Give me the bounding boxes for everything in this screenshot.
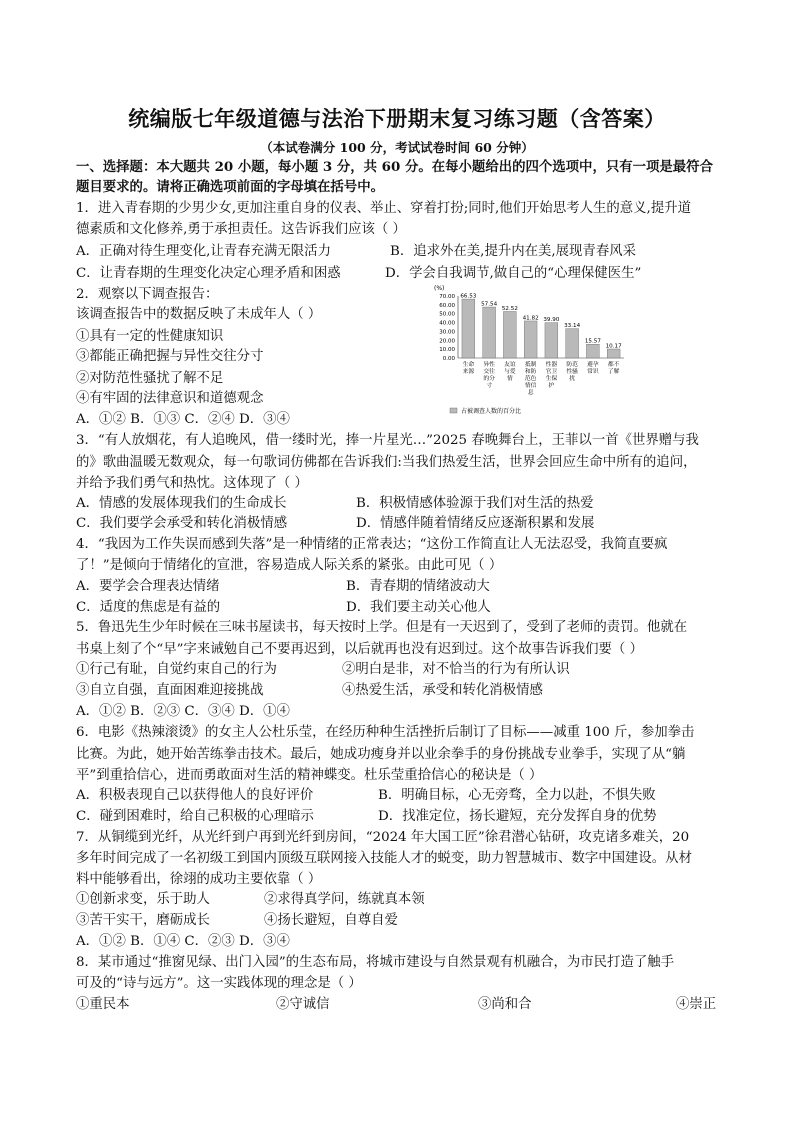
x-category-label: 的分 [483, 376, 495, 382]
q8-statement-2: ②守诚信 [276, 997, 330, 1012]
q2-stem-line1: 2．观察以下调查报告： [76, 287, 219, 302]
y-tick-label: 60.00 [439, 302, 455, 309]
page-subtitle: （本试卷满分 100 分，考试试卷时间 60 分钟） [260, 140, 534, 155]
x-category-label: 情 [506, 376, 513, 382]
bar-value-label: 66.53 [460, 293, 477, 300]
x-category-label: 与爱 [504, 369, 516, 375]
x-category-label: 寸 [486, 383, 493, 389]
q3-option-b: B．积极情感体验源于我们对生活的热爱 [356, 496, 594, 511]
q7-stem-line1: 7．从铜缆到光纤，从光纤到户再到光纤到房间，“2024 年大国工匠”徐君潜心钻研，攻克诸多难关，20 [76, 830, 690, 845]
q3-stem-line2: 的》歌曲温暖无数观众，每一句歌词仿佛都在告诉我们:当我们热爱生活，世界会回应生命中所有的追问， [76, 455, 697, 470]
q4-stem-line1: 4．“我因为工作失误而感到失落”是一种情绪的正常表达；“这份工作简直让人无法忍受，我简直要疯 [76, 537, 668, 552]
q7-options: A．①② B．①④ C．②③ D．③④ [76, 934, 290, 949]
q3-option-c: C．我们要学会承受和转化消极情感 [76, 516, 288, 531]
chart-bar [503, 311, 516, 358]
q8-stem-line1: 8．某市通过“推窗见绿、出门入园”的生态布局，将城市建设与自然景观有机融合，为市民打造了触手 [76, 955, 675, 970]
y-tick-label: 50.00 [439, 311, 455, 318]
x-category-label: 扰 [569, 376, 576, 382]
x-category-label: 交往 [483, 369, 495, 375]
q8-statement-4: ④崇正 [676, 997, 717, 1012]
x-category-label: 护 [548, 383, 555, 389]
q1-stem-line2: 德素质和文化修养,勇于承担责任。这告诉我们应该（ ） [76, 222, 406, 237]
q4-option-c: C．适度的焦虑是有益的 [76, 600, 221, 615]
q3-stem-line1: 3．“有人放烟花，有人追晚风，借一缕时光，捧一片星光…”2025 春晚舞台上，王菲以一首《世界赠与我 [76, 433, 699, 448]
q2-options: A．①② B．①③ C．②④ D．③④ [76, 412, 290, 427]
chart-bar [483, 307, 496, 358]
q1-option-a: A．正确对待生理变化,让青春充满无限活力 [76, 244, 331, 259]
q6-option-d: D．找准定位，扬长避短，充分发挥自身的优势 [378, 809, 657, 824]
q2-statement-1: ①具有一定的性健康知识 [76, 329, 224, 344]
q1-option-c: C．让青春期的生理变化决定心理矛盾和困惑 [76, 266, 341, 281]
q8-stem-line2: 可及的“诗与远方”。这一实践体现的理念是（ ） [76, 976, 362, 991]
q1-option-d: D．学会自我调节,做自己的“心理保健医生” [385, 266, 642, 281]
x-category-label: 抵制 [524, 362, 537, 368]
q5-statement-2: ②明白是非，对不恰当的行为有所认识 [342, 662, 570, 677]
bar-value-label: 10.17 [605, 343, 622, 350]
x-category-label: 都不 [607, 362, 620, 368]
x-category-label: 防范 [566, 362, 578, 368]
legend-swatch [450, 408, 457, 413]
q7-statement-2: ②求得真学问，练就真本领 [264, 892, 425, 907]
x-category-label: 官卫 [545, 369, 558, 375]
bar-value-label: 41.82 [522, 315, 539, 322]
q3-option-a: A．情感的发展体现我们的生命成长 [76, 496, 287, 511]
bar-value-label: 15.57 [584, 338, 601, 345]
page-title: 统编版七年级道德与法治下册期末复习练习题（含答案） [128, 107, 666, 131]
chart-bar [524, 321, 537, 358]
x-category-label: 生命 [462, 362, 475, 368]
x-category-label: 和防 [524, 369, 537, 375]
q3-stem-line3: 并给予我们勇气和热忱。这体现了（ ） [76, 476, 308, 491]
q2-statement-3: ③都能正确把握与异性交往分寸 [76, 349, 264, 364]
q5-statement-3: ③自立自强，直面困难迎接挑战 [76, 683, 264, 698]
y-tick-label: 10.00 [439, 347, 455, 354]
chart-bar [607, 349, 620, 358]
bar-value-label: 33.14 [564, 323, 581, 330]
q4-stem-line2: 了！”是倾向于情绪化的宣泄，容易造成人际关系的紧张。由此可见（ ） [76, 558, 503, 573]
q5-stem-line1: 5．鲁迅先生少年时候在三味书屋读书，每天按时上学。但是有一天迟到了，受到了老师的责罚。他就在 [76, 620, 688, 635]
y-tick-label: 30.00 [439, 329, 455, 336]
q7-stem-line2: 多年时间完成了一名初级工到国内顶级互联网接入技能人才的蜕变，助力智慧城市、数字中国建设。从材 [76, 851, 692, 866]
q7-statement-1: ①创新求变，乐于助人 [76, 892, 210, 907]
y-tick-label: 20.00 [439, 338, 455, 345]
x-category-label: 避孕 [587, 362, 599, 368]
q4-option-a: A．要学会合理表达情绪 [76, 579, 220, 594]
x-category-label: 异性 [483, 362, 495, 368]
q8-statement-3: ③尚和合 [478, 997, 532, 1012]
q6-stem-line3: 平”到重拾信心，进而勇敢面对生活的精神蝶变。杜乐莹重拾信心的秘诀是（ ） [76, 768, 543, 783]
q4-option-b: B．青春期的情绪波动大 [346, 579, 490, 594]
q6-stem-line1: 6．电影《热辣滚烫》的女主人公杜乐莹，在经历种种生活挫折后制订了目标——减重 100 斤，参加拳击 [76, 725, 695, 740]
section-instructions-line2: 题目要求的。请将正确选项前面的字母填在括号中。 [76, 179, 384, 195]
x-category-label: 来源 [462, 369, 475, 375]
chart-bar [566, 329, 579, 358]
y-tick-label: 70.00 [439, 294, 455, 300]
y-tick-label: 0.00 [442, 356, 455, 362]
q6-option-a: A．积极表现自己以获得他人的良好评价 [76, 788, 314, 803]
x-category-label: 友谊 [504, 362, 516, 368]
survey-bar-chart [428, 282, 628, 422]
x-category-label: 常识 [587, 369, 599, 375]
q6-option-b: B．明确目标，心无旁骛，全力以赴，不惧失败 [378, 788, 656, 803]
q5-statement-4: ④热爱生活，承受和转化消极情感 [342, 683, 543, 698]
x-category-label: 息 [527, 390, 534, 396]
q4-option-d: D．我们要主动关心他人 [346, 600, 491, 615]
bar-value-label: 57.54 [481, 301, 498, 308]
section-instructions-line1: 一、选择题：本大题共 20 小题，每小题 3 分，共 60 分。在每小题给出的四个选项中，只有一项是最符合 [76, 159, 713, 175]
q5-options: A．①② B．②③ C．③④ D．①④ [76, 704, 290, 719]
q2-statement-4: ④有牢固的法律意识和道德观念 [76, 391, 264, 406]
y-tick-label: 40.00 [439, 320, 455, 327]
survey-bar-chart-svg [428, 282, 628, 422]
q3-option-d: D．情感伴随着情绪反应逐渐积累和发展 [356, 516, 595, 531]
q6-option-c: C．碰到困难时，给自己积极的心理暗示 [76, 809, 314, 824]
q7-stem-line3: 料中能够看出，徐翊的成功主要依靠（ ） [76, 872, 322, 887]
x-category-label: 性骚 [566, 369, 578, 375]
q7-statement-4: ④扬长避短，自尊自爱 [264, 913, 398, 928]
q5-statement-1: ①行己有耻，自觉约束自己的行为 [76, 662, 277, 677]
q8-statement-1: ①重民本 [76, 997, 130, 1012]
chart-bar [462, 299, 475, 358]
chart-bar [545, 323, 558, 358]
x-category-label: 了解 [607, 369, 620, 375]
q1-option-b: B．追求外在美,提升内在美,展现青春风采 [390, 244, 636, 259]
x-category-label: 性器 [545, 362, 558, 368]
q5-stem-line2: 书桌上刻了个“早”字来诫勉自己不要再迟到，以后就再也没有迟到过。这个故事告诉我们要（ ） [76, 642, 643, 657]
q6-stem-line2: 比赛。为此，她开始苦练拳击技术。最后，她成功瘦身并以业余拳手的身份挑战专业拳手，实现了从“躺 [76, 747, 686, 762]
chart-unit-label: (%) [434, 285, 445, 292]
legend-label: 占被调查人数的百分比 [461, 408, 522, 415]
x-category-label: 情信 [524, 383, 537, 389]
x-category-label: 范色 [524, 376, 537, 382]
q2-stem-line2: 该调查报告中的数据反映了未成年人（ ） [76, 307, 322, 322]
x-category-label: 生保 [545, 376, 558, 382]
q2-statement-2: ②对防范性骚扰了解不足 [76, 371, 224, 386]
bar-value-label: 52.52 [501, 305, 518, 312]
q1-stem-line1: 1．进入青春期的少男少女,更加注重自身的仪表、举止、穿着打扮;同时,他们开始思考人生的意义,提升道 [76, 201, 691, 216]
bar-value-label: 39.90 [543, 317, 560, 324]
chart-bar [586, 344, 599, 358]
q7-statement-3: ③苦干实干，磨砺成长 [76, 913, 210, 928]
